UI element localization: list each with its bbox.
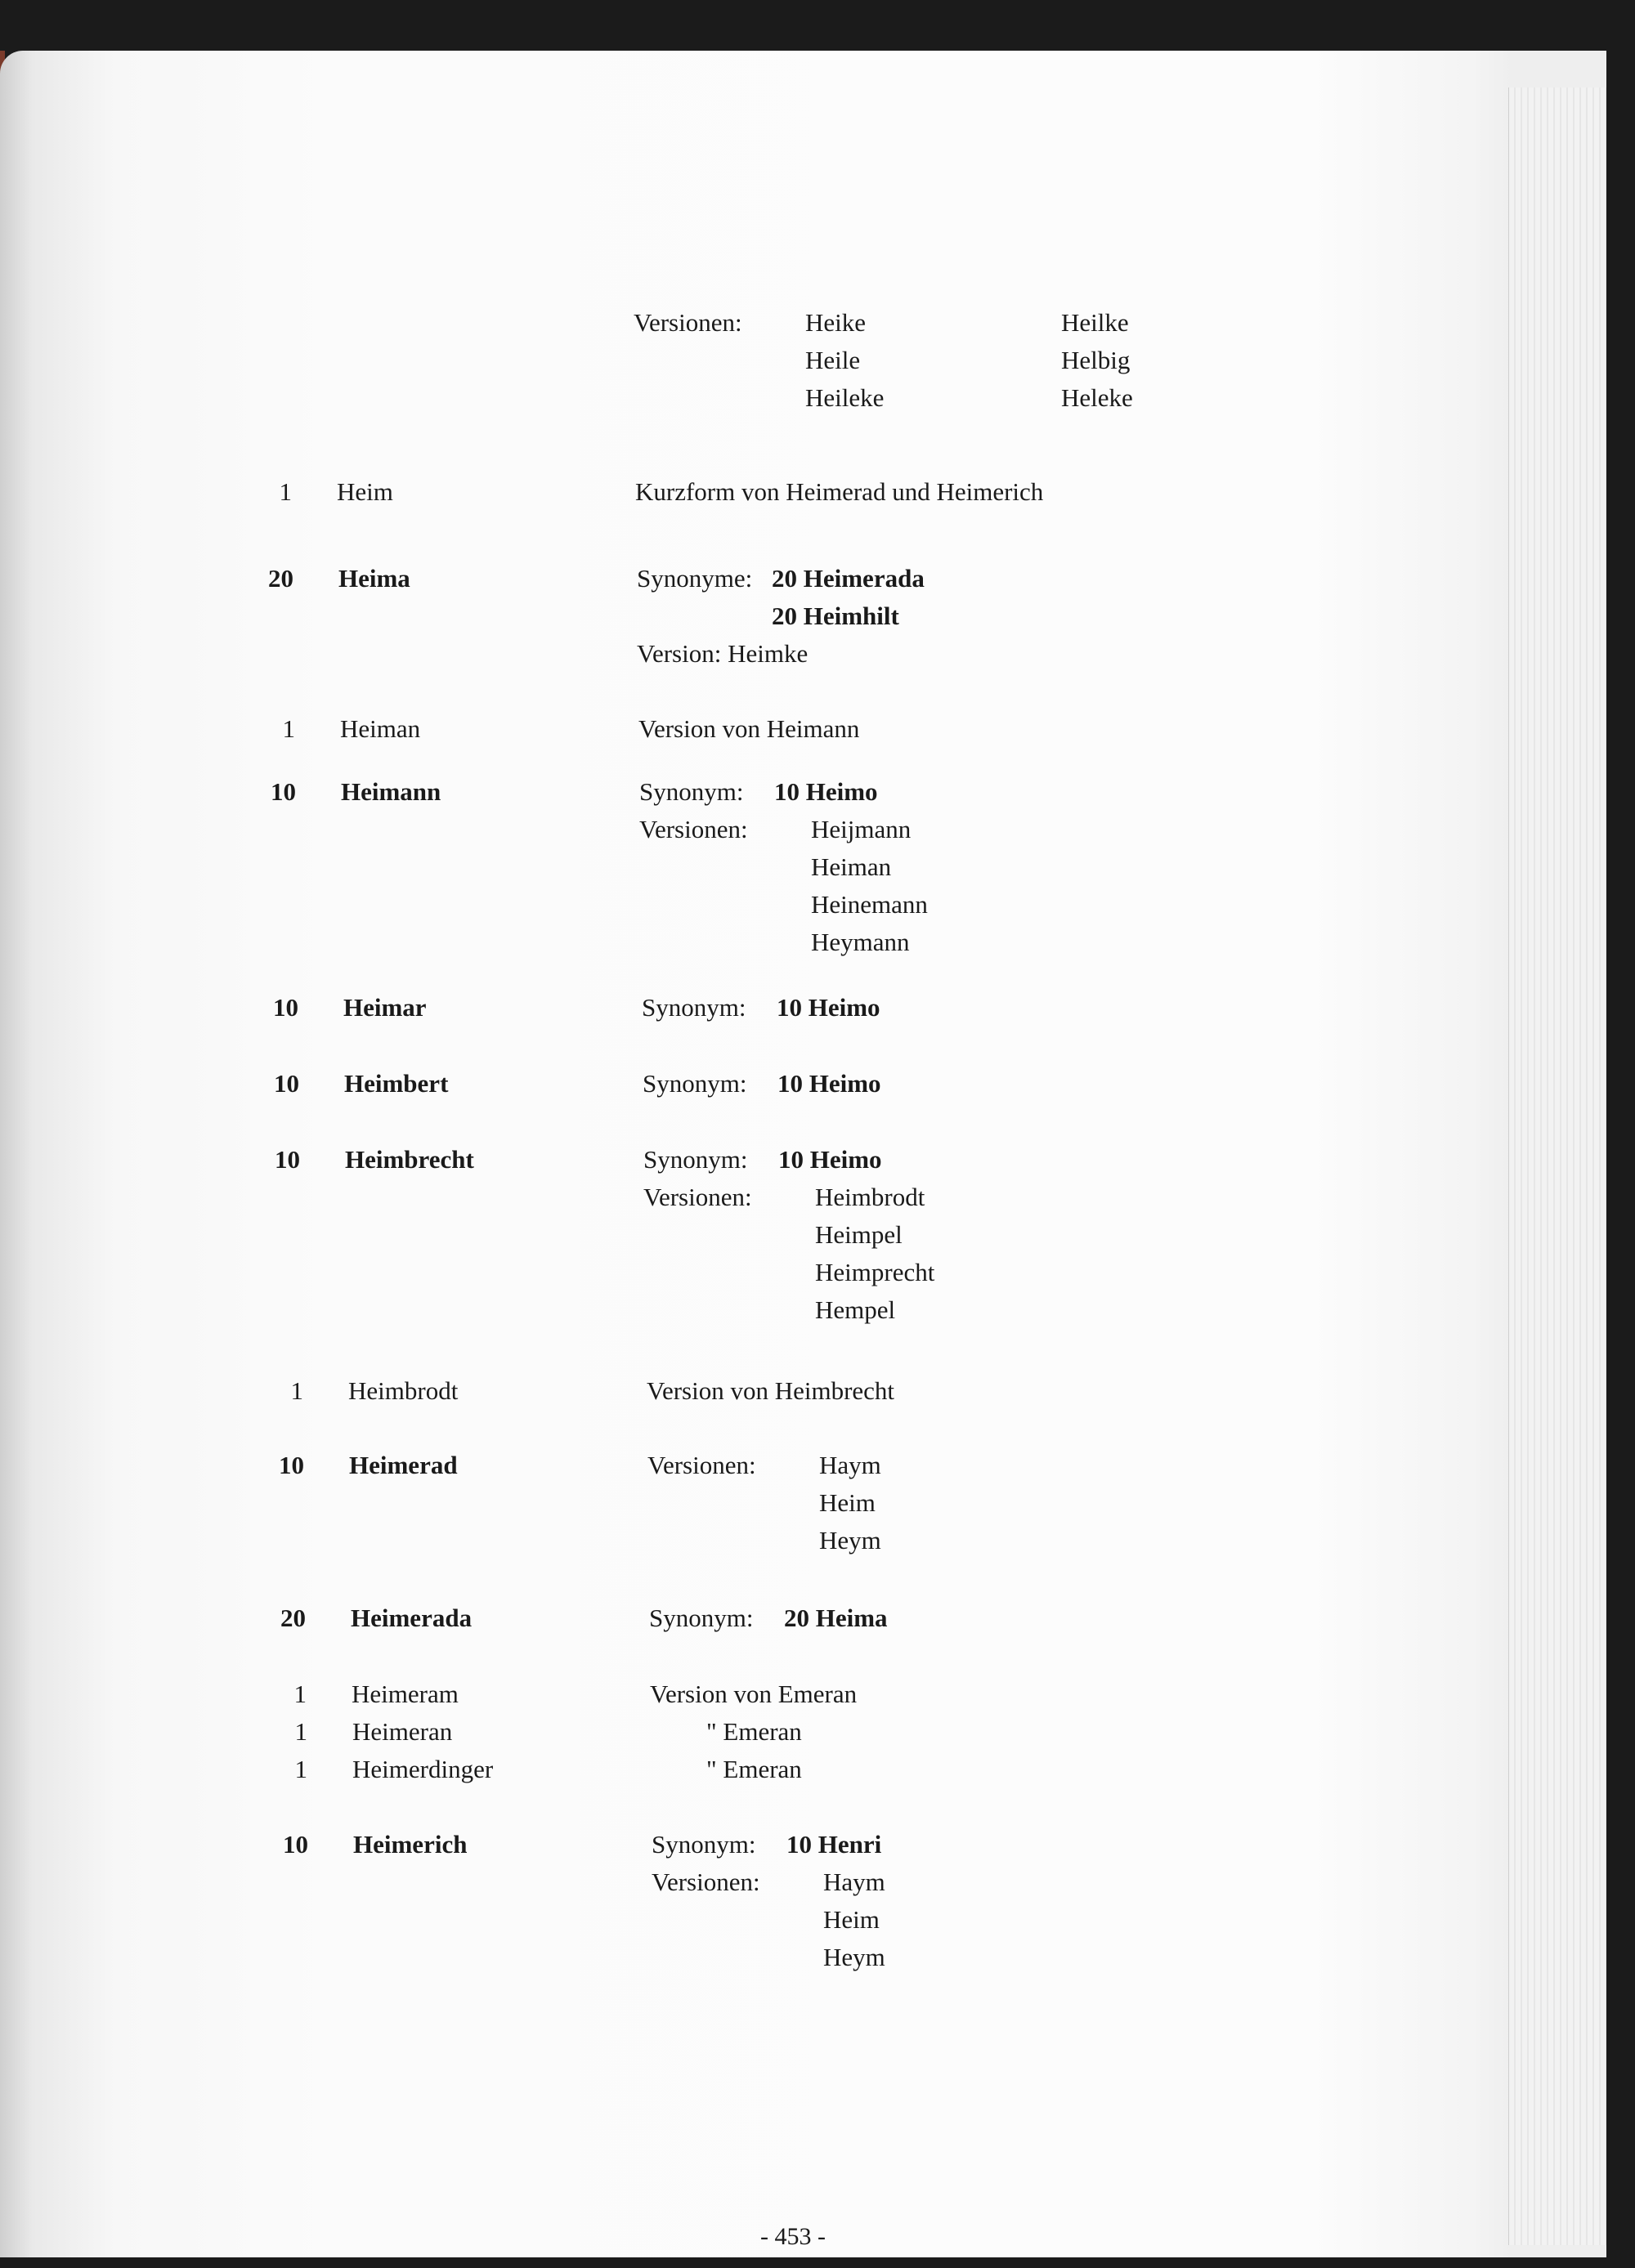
entry-info-value: Heimprecht	[815, 1258, 935, 1286]
entry-name: Heimerada	[351, 1604, 473, 1632]
page-stack-edges	[1508, 87, 1606, 2245]
entry-info-label: Versionen:	[643, 1183, 752, 1211]
entry-info-line	[652, 1901, 880, 1939]
entry-info-line	[649, 1599, 888, 1637]
entry-info-label: Synonym:	[643, 1145, 748, 1174]
entry-info-extra-value: Heilke	[1061, 308, 1129, 337]
entry-info-value: Heim	[819, 1488, 876, 1517]
entry-info-label: Synonyme:	[637, 564, 753, 593]
entry-info-line	[647, 1447, 881, 1484]
entry-info-line	[637, 635, 808, 673]
entry-info-line	[650, 1675, 857, 1713]
entry-info-value: Version von Heimann	[638, 714, 860, 743]
entry-info-value: Heymann	[811, 928, 910, 956]
entry-info-line	[643, 1141, 882, 1179]
entry-info-line	[652, 1863, 885, 1901]
entry-info-value: Version von Emeran	[650, 1680, 858, 1708]
entry-info-extra-value: Helbig	[1061, 346, 1131, 374]
entry-info-line	[647, 1522, 881, 1559]
entry-info-label: Synonym:	[643, 1069, 747, 1098]
book-page	[0, 51, 1606, 2257]
entry-info-line	[642, 989, 880, 1027]
entry-name: Heimeran	[352, 1717, 453, 1746]
entry-weight: 1	[279, 477, 292, 506]
entry-weight: 10	[273, 993, 298, 1022]
entry-info-extra-value: Heleke	[1061, 383, 1133, 412]
entry-info-value: " Emeran	[706, 1717, 802, 1746]
entry-weight: 10	[274, 1069, 299, 1098]
entry-info-value: Heile	[805, 346, 861, 374]
entry-info-line	[652, 1826, 881, 1863]
entry-weight: 10	[275, 1145, 300, 1174]
entry-name: Heima	[338, 564, 410, 593]
entry-name: Heimbert	[344, 1069, 449, 1098]
entry-info-value: Heike	[805, 308, 867, 337]
entry-info-value: Heileke	[805, 383, 885, 412]
entry-weight: 1	[282, 714, 295, 743]
entry-info-value: Heiman	[811, 852, 892, 881]
entry-info-value: Haym	[819, 1451, 881, 1479]
entry-info-label: Versionen:	[652, 1868, 760, 1896]
entry-info-value: Heym	[819, 1526, 881, 1554]
entry-info-line	[639, 886, 928, 924]
page-number: - 453 -	[760, 2223, 826, 2250]
entry-info-value: 20 Heimhilt	[772, 602, 899, 630]
entry-info-label: Synonym:	[639, 777, 744, 806]
entry-info-value: Haym	[823, 1868, 885, 1896]
entry-info-value: 10 Heimo	[777, 1069, 881, 1098]
entry-name: Heimeram	[352, 1680, 459, 1708]
entry-info-line	[643, 1254, 934, 1291]
entry-name: Heimbrecht	[345, 1145, 474, 1174]
entry-weight: 1	[294, 1717, 307, 1746]
entry-info-line	[634, 342, 1131, 379]
entry-info-label: Versionen:	[639, 815, 748, 843]
entry-info-line	[638, 710, 859, 748]
entry-weight: 1	[290, 1376, 303, 1405]
entry-weight: 1	[293, 1680, 307, 1708]
entry-info-value: Heimpel	[815, 1220, 903, 1249]
entry-info-label: Synonym:	[649, 1604, 754, 1632]
entry-info-label: Synonym:	[642, 993, 746, 1022]
entry-info-line	[634, 379, 1133, 417]
entry-info-label: Synonym:	[652, 1830, 756, 1859]
entry-info-line	[651, 1751, 802, 1788]
entry-info-value: 20 Heima	[784, 1604, 888, 1632]
entry-info-line	[647, 1372, 894, 1410]
entry-info-value: Heim	[823, 1905, 880, 1934]
entry-info-line	[651, 1713, 802, 1751]
entry-weight: 10	[271, 777, 296, 806]
entry-weight: 20	[268, 564, 293, 593]
entry-name: Heimerad	[349, 1451, 458, 1479]
entry-info-value: 10 Henri	[786, 1830, 882, 1859]
entry-info-value: Hempel	[815, 1295, 896, 1324]
entry-info-line	[635, 473, 1043, 511]
entry-info-line	[639, 773, 878, 811]
entry-info-line	[643, 1179, 925, 1216]
entry-info-value: Heijmann	[811, 815, 912, 843]
entry-info-value: 10 Heimo	[778, 1145, 882, 1174]
entry-info-line	[639, 848, 891, 886]
entry-info-line	[637, 597, 899, 635]
entry-info-value: 20 Heimerada	[772, 564, 925, 593]
entry-info-value: 10 Heimo	[777, 993, 880, 1022]
entry-name: Heiman	[340, 714, 421, 743]
entry-name: Heimerich	[353, 1830, 468, 1859]
entry-info-label: Versionen:	[647, 1451, 756, 1479]
entry-info-line	[643, 1291, 895, 1329]
entry-info-value: Heinemann	[811, 890, 928, 919]
entry-info-line	[637, 560, 925, 597]
entry-info-value: Heym	[823, 1943, 885, 1971]
entry-info-value: Heimbrodt	[815, 1183, 925, 1211]
entry-info-line	[647, 1484, 876, 1522]
entry-name: Heimar	[343, 993, 427, 1022]
entry-info-line	[643, 1216, 903, 1254]
entry-weight: 20	[280, 1604, 306, 1632]
entry-info-value: Kurzform von Heimerad und Heimerich	[635, 477, 1044, 506]
entry-info-value: 10 Heimo	[774, 777, 878, 806]
entry-weight: 1	[294, 1755, 307, 1783]
entry-info-value: " Emeran	[706, 1755, 802, 1783]
entry-info-line	[639, 811, 911, 848]
entry-info-line	[652, 1939, 885, 1976]
entry-name: Heimbrodt	[348, 1376, 459, 1405]
entry-info-line	[643, 1065, 881, 1103]
entry-info-value: Version: Heimke	[637, 639, 809, 668]
entry-weight: 10	[279, 1451, 304, 1479]
entry-weight: 10	[283, 1830, 308, 1859]
entry-name: Heim	[337, 477, 393, 506]
entry-info-line	[634, 304, 1129, 342]
entry-info-line	[639, 924, 910, 961]
entry-info-label: Versionen:	[634, 308, 742, 337]
entry-info-value: Version von Heimbrecht	[647, 1376, 895, 1405]
entry-name: Heimann	[341, 777, 441, 806]
entry-name: Heimerdinger	[352, 1755, 494, 1783]
